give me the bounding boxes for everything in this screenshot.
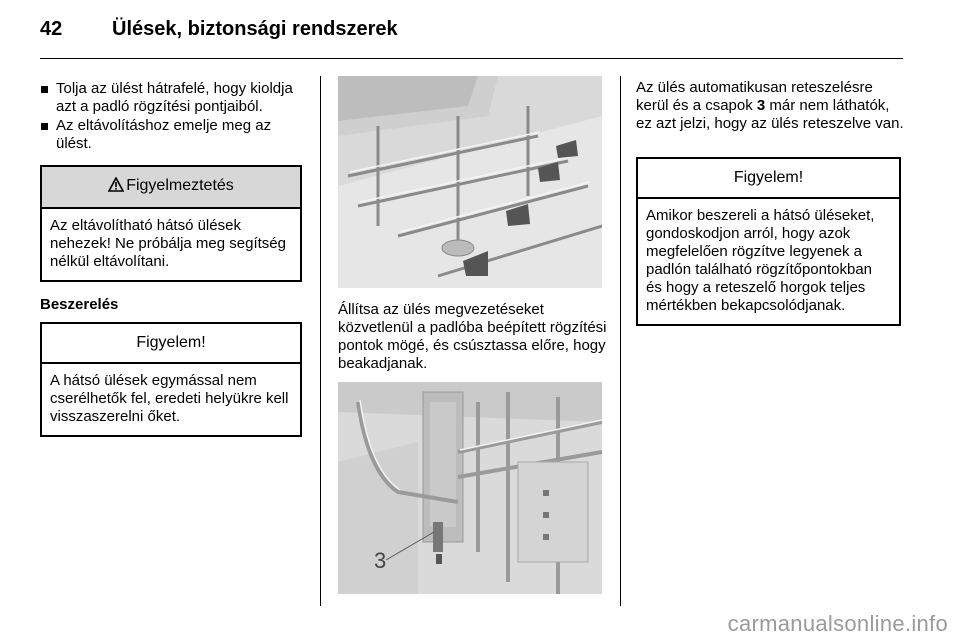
warning-text: Az eltávolítható hátsó ülések nehezek! Ne próbálja meg segítség nélkül eltávolítani. — [50, 217, 286, 270]
bullet-item: Tolja az ülést hátrafelé, hogy kioldja azt a padló rögzítési pontjaiból. — [40, 80, 302, 116]
paragraph-text: Az ülés automatikusan reteszelésre kerül és a csapok — [636, 79, 873, 114]
column-divider-right — [620, 76, 621, 606]
notice-box-2-header: Figyelem! — [638, 159, 899, 199]
warning-box — [40, 165, 302, 282]
paragraph-text-end: már nem láthatók, ez azt jelzi, hogy az ülés reteszelve van. — [636, 97, 904, 132]
page-number: 42 — [40, 18, 63, 40]
seat-rails-photo — [338, 76, 602, 288]
callout-label-3: 3 — [374, 548, 387, 573]
callout-reference-3: 3 — [756, 97, 766, 114]
watermark: carmanualsonline.info — [727, 611, 948, 636]
bullet-item: Az eltávolításhoz emelje meg az ülést. — [40, 117, 302, 153]
notice-text: A hátsó ülések egymással nem cserélhetők fel, eredeti helyükre kell visszaszerelni őket. — [50, 372, 289, 425]
locking-paragraph — [636, 79, 904, 133]
page-title: Ülések, biztonsági rendszerek — [112, 18, 398, 40]
subheading-installation: Beszerelés — [40, 296, 119, 313]
column-divider-left — [320, 76, 321, 606]
page-header — [40, 18, 398, 41]
warning-box-header — [42, 167, 300, 209]
bullet-list — [40, 80, 302, 153]
warning-triangle-icon — [108, 177, 124, 197]
column-1 — [40, 80, 302, 437]
header-rule — [40, 58, 903, 59]
notice-box-2 — [636, 157, 901, 326]
notice-box-2-text: Amikor beszereli a hátsó üléseket, gondoskodjon arról, hogy azok megfelelően rögzítve legyenek a padlón található rögzítőpontokban és hogy a reteszelő horgok teljes mértékben bekapcsolódjanak. — [646, 207, 875, 314]
notice-box-header: Figyelem! — [42, 324, 300, 364]
warning-title: Figyelmeztetés — [126, 177, 234, 194]
column-2-caption: Állítsa az ülés megvezetéseket közvetlenül a padlóba beépített rögzítési pontok mögé, és csúsztassa előre, hogy beakadjanak. — [338, 301, 607, 372]
seat-lock-photo — [338, 382, 602, 594]
notice-box — [40, 322, 302, 437]
column-3 — [636, 79, 904, 133]
